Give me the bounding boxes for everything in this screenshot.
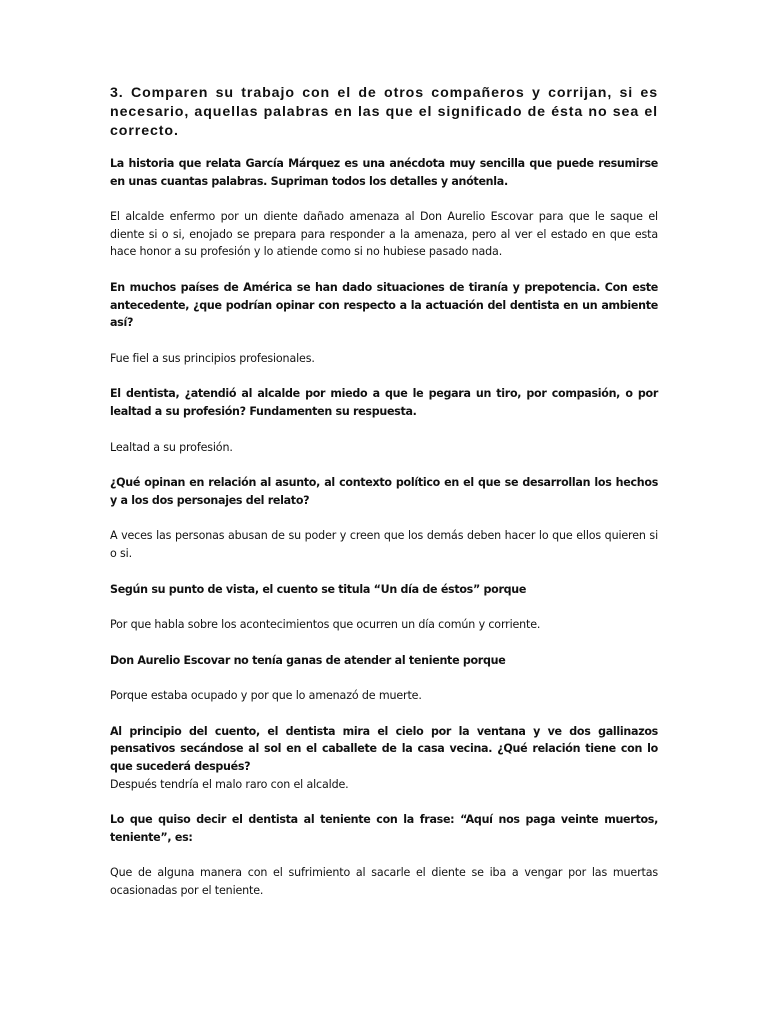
answer-paragraph: Lealtad a su profesión. bbox=[110, 440, 233, 454]
answer-paragraph: Por que habla sobre los acontecimientos que ocurren un día común y corriente. bbox=[110, 618, 541, 632]
document-page bbox=[110, 84, 658, 918]
question-paragraph: ¿Qué opinan en relación al asunto, al contexto político en el que se desarrollan los hechos y a los dos personajes del relato? bbox=[110, 476, 658, 507]
answer-paragraph: A veces las personas abusan de su poder y creen que los demás deben hacer lo que ellos quieren si o si. bbox=[110, 529, 658, 560]
answer-paragraph: Después tendría el malo raro con el alcalde. bbox=[110, 777, 349, 791]
question-paragraph: Según su punto de vista, el cuento se titula “Un día de éstos” porque bbox=[110, 582, 527, 596]
question-paragraph: La historia que relata García Márquez es una anécdota muy sencilla que puede resumirse en unas cuantas palabras. Supriman todos los detalles y anótenla. bbox=[110, 157, 658, 188]
question-paragraph: Don Aurelio Escovar no tenía ganas de atender al teniente porque bbox=[110, 653, 506, 667]
answer-paragraph: El alcalde enfermo por un diente dañado amenaza al Don Aurelio Escovar para que le saque el diente si o si, enojado se prepara para responder a la amenaza, pero al ver el estado en que esta hace honor a su profesión y lo atiende como si no hubiese pasado nada. bbox=[110, 210, 658, 259]
answer-paragraph: Fue fiel a sus principios profesionales. bbox=[110, 351, 315, 365]
question-paragraph: El dentista, ¿atendió al alcalde por miedo a que le pegara un tiro, por compasión, o por lealtad a su profesión? Fundamenten su respuesta. bbox=[110, 387, 658, 418]
answer-paragraph: Porque estaba ocupado y por que lo amenazó de muerte. bbox=[110, 689, 422, 703]
section-heading: 3. Comparen su trabajo con el de otros compañeros y corrijan, si es necesario, aquellas palabras en las que el significado de ésta no sea el correcto. bbox=[110, 85, 658, 139]
question-paragraph: Lo que quiso decir el dentista al teniente con la frase: “Aquí nos paga veinte muertos, teniente”, es: bbox=[110, 813, 658, 844]
question-paragraph: Al principio del cuento, el dentista mira el cielo por la ventana y ve dos gallinazos pensativos secándose al sol en el caballete de la casa vecina. ¿Qué relación tiene con lo que sucederá después? bbox=[110, 724, 658, 774]
question-paragraph: En muchos países de América se han dado situaciones de tiranía y prepotencia. Con este antecedente, ¿que podrían opinar con respecto a la actuación del dentista en un ambiente así? bbox=[110, 280, 658, 330]
answer-paragraph: Que de alguna manera con el sufrimiento al sacarle el diente se iba a vengar por las muertas ocasionadas por el teniente. bbox=[110, 866, 658, 898]
